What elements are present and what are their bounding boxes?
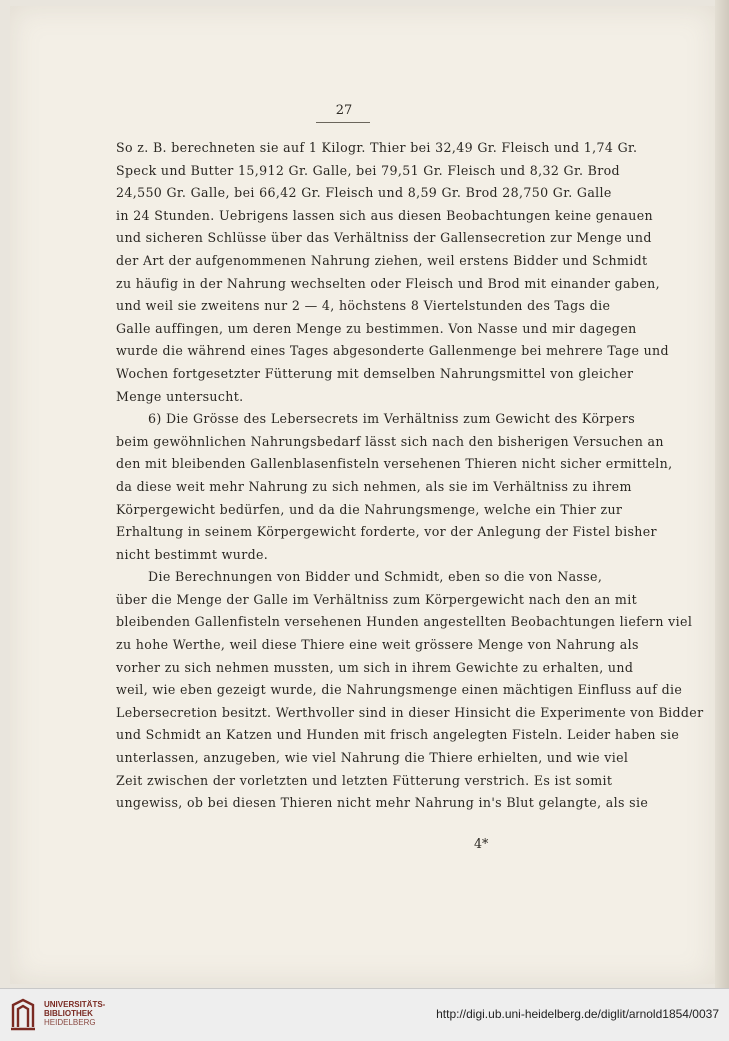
logo-line: BIBLIOTHEK [44, 1009, 93, 1018]
text-line: zu häufig in der Nahrung wechselten oder Fleisch und Brod mit einander gaben, [116, 275, 660, 291]
text-line: da diese weit mehr Nahrung zu sich nehmen, als sie im Verhältniss zu ihrem [116, 478, 632, 494]
text-line: Zeit zwischen der vorletzten und letzten Fütterung verstrich. Es ist somit [116, 772, 613, 788]
text-line: Lebersecretion besitzt. Werthvoller sind in dieser Hinsicht die Experimente von Bidder [116, 704, 704, 720]
text-line: den mit bleibenden Gallenblasenfisteln versehenen Thieren nicht sicher ermitteln, [116, 456, 673, 472]
text-line: vorher zu sich nehmen mussten, um sich in ihrem Gewichte zu erhalten, und [116, 659, 634, 675]
paragraph-start-line: 6) Die Grösse des Lebersecrets im Verhältniss zum Gewicht des Körpers [148, 411, 636, 427]
text-line: Wochen fortgesetzter Fütterung mit demselben Nahrungsmittel von gleicher [116, 365, 634, 381]
text-line: Erhaltung in seinem Körpergewicht forderte, vor der Anlegung der Fistel bisher [116, 524, 657, 540]
text-line: Menge untersucht. [116, 388, 244, 404]
text-line: über die Menge der Galle im Verhältniss zum Körpergewicht nach den an mit [116, 591, 638, 607]
text-line: bleibenden Gallenfisteln versehenen Hunden angestellten Beobachtungen liefern viel [116, 614, 693, 630]
logo-line: UNIVERSITÄTS- [44, 1000, 106, 1009]
page-spine-edge [715, 0, 729, 988]
text-line: ungewiss, ob bei diesen Thieren nicht mehr Nahrung in's Blut gelangte, als sie [116, 795, 649, 811]
viewer-footer [0, 988, 729, 1041]
text-line: der Art der aufgenommenen Nahrung ziehen, weil erstens Bidder und Schmidt [116, 252, 648, 268]
library-logo-text[interactable] [44, 1000, 105, 1027]
page-number: 27 [335, 103, 353, 118]
permalink-url[interactable]: http://digi.ub.uni-heidelberg.de/diglit/arnold1854/0037 [436, 1007, 719, 1021]
text-line: Galle auffingen, um deren Menge zu bestimmen. Von Nasse und mir dagegen [116, 320, 637, 336]
logo-line: HEIDELBERG [44, 1018, 96, 1027]
text-line: und weil sie zweitens nur 2 — 4, höchstens 8 Viertelstunden des Tags die [116, 298, 611, 314]
library-logo-icon[interactable] [10, 997, 36, 1031]
text-line: weil, wie eben gezeigt wurde, die Nahrungsmenge einen mächtigen Einfluss auf die [116, 682, 683, 698]
body-text [116, 137, 704, 815]
text-line: 24,550 Gr. Galle, bei 66,42 Gr. Fleisch und 8,59 Gr. Brod 28,750 Gr. Galle [116, 185, 612, 201]
text-line: beim gewöhnlichen Nahrungsbedarf lässt sich nach den bisherigen Versuchen an [116, 433, 664, 449]
text-line: und sicheren Schlüsse über das Verhältniss der Gallensecretion zur Menge und [116, 230, 652, 246]
text-line: zu hohe Werthe, weil diese Thiere eine weit grössere Menge von Nahrung als [116, 637, 639, 653]
text-line: in 24 Stunden. Uebrigens lassen sich aus diesen Beobachtungen keine genauen [116, 207, 653, 223]
paragraph-start-line: Die Berechnungen von Bidder und Schmidt, eben so die von Nasse, [148, 569, 603, 585]
text-line: Körpergewicht bedürfen, und da die Nahrungsmenge, welche ein Thier zur [116, 501, 623, 517]
text-line: nicht bestimmt wurde. [116, 546, 269, 562]
text-line: unterlassen, anzugeben, wie viel Nahrung die Thiere erhielten, und wie viel [116, 750, 629, 766]
text-line: Speck und Butter 15,912 Gr. Galle, bei 79,51 Gr. Fleisch und 8,32 Gr. Brod [116, 162, 620, 178]
text-line: wurde die während eines Tages abgesonderte Gallenmenge bei mehrere Tage und [116, 343, 669, 359]
text-line: So z. B. berechneten sie auf 1 Kilogr. Thier bei 32,49 Gr. Fleisch und 1,74 Gr. [116, 140, 638, 155]
page-number-rule [316, 122, 370, 123]
text-line: und Schmidt an Katzen und Hunden mit frisch angelegten Fisteln. Leider haben sie [116, 727, 680, 743]
signature-mark: 4* [474, 836, 489, 851]
